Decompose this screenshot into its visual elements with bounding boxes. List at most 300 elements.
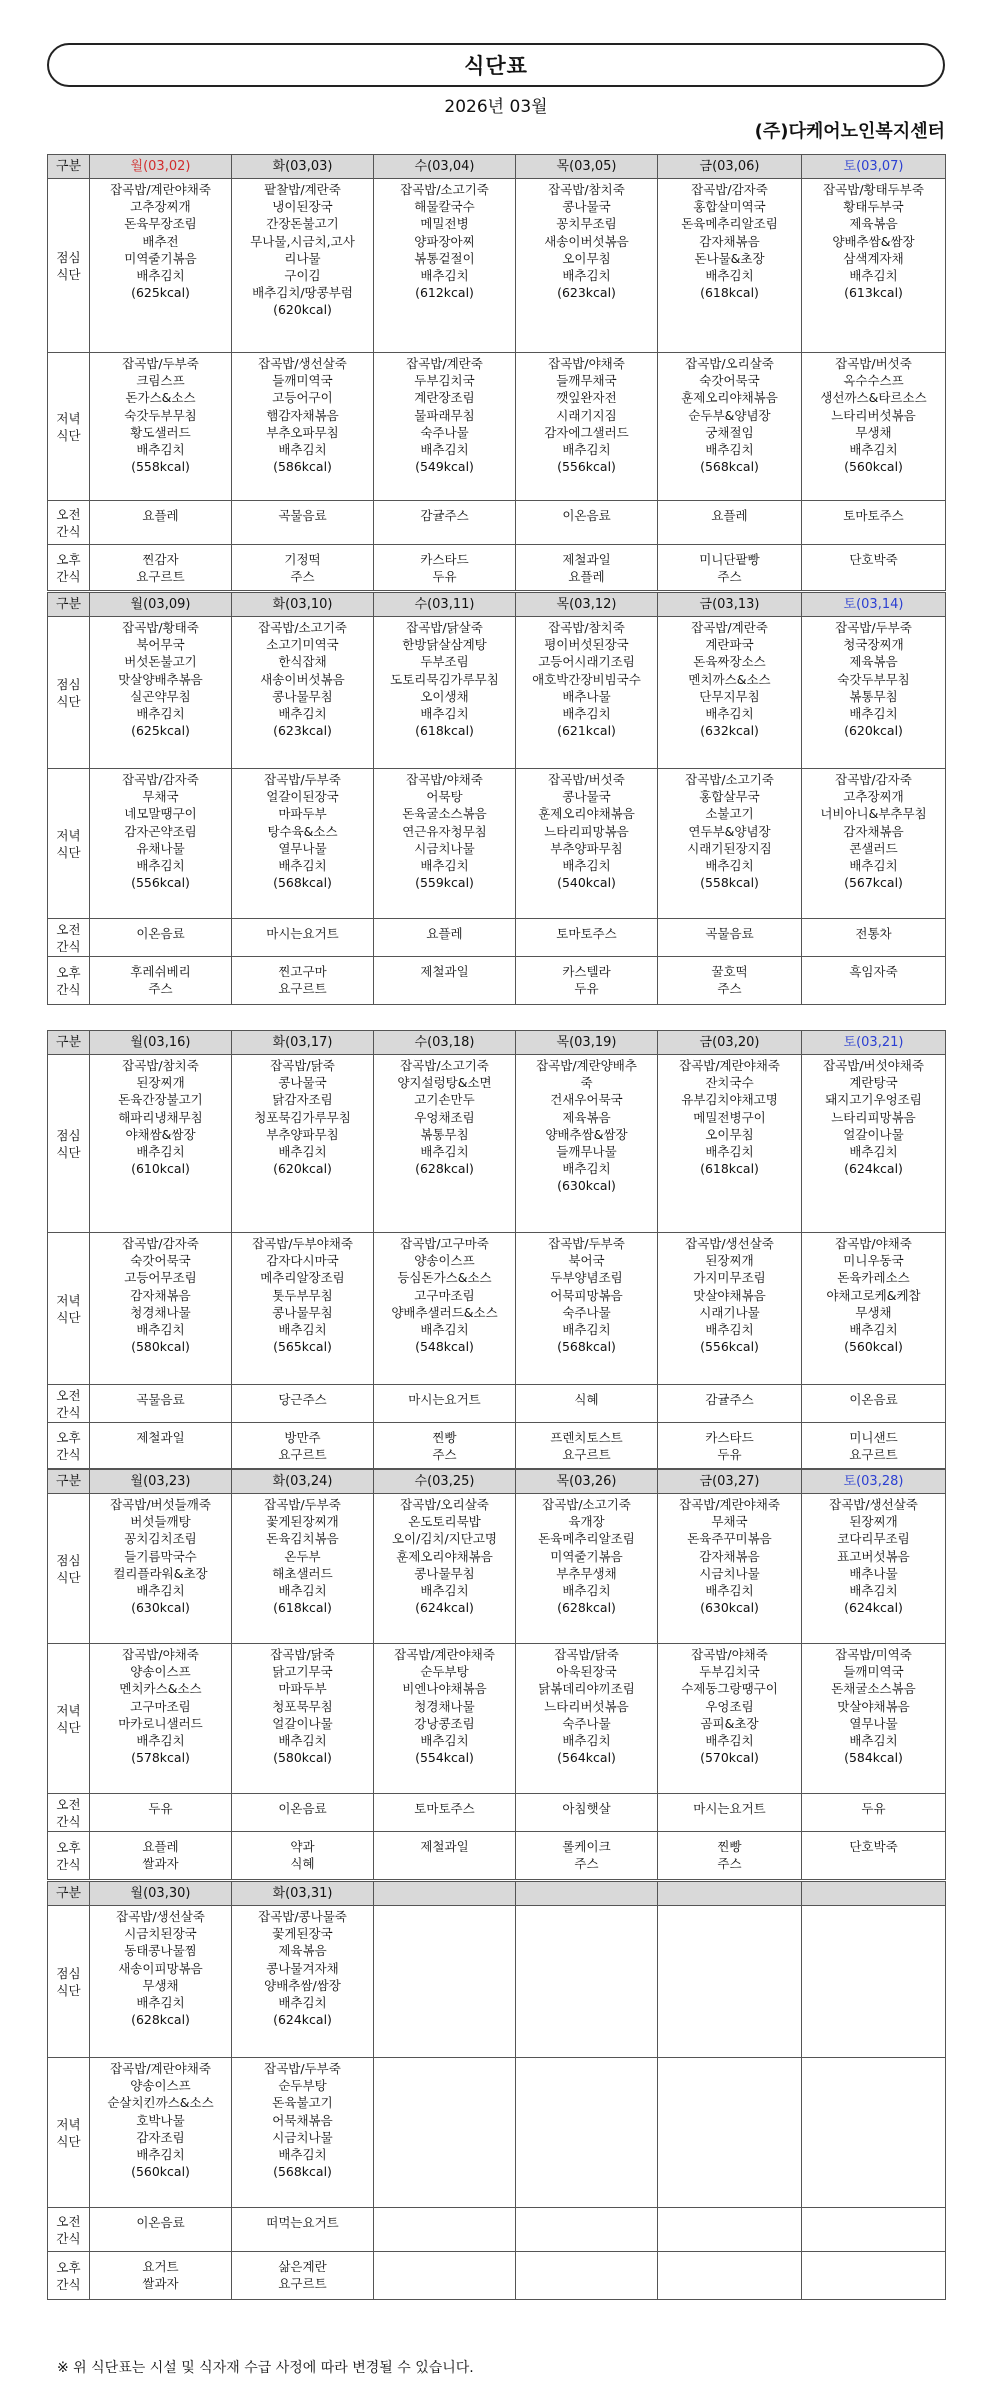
menu-item: (580kcal) <box>131 1339 190 1355</box>
menu-item: (568kcal) <box>273 2164 332 2180</box>
menu-item: 미역줄기볶음 <box>550 1548 623 1564</box>
menu-item: 감귤주스 <box>420 508 469 523</box>
menu-item: 카스텔라 <box>562 964 611 979</box>
menu-item: 너비아니&부추무침 <box>820 806 927 822</box>
menu-item: 연근유자청무침 <box>402 823 487 839</box>
pm-snack <box>232 2252 374 2300</box>
menu-item: 리나물 <box>284 250 321 266</box>
menu-item: 잡곡밥/감자죽 <box>691 182 768 197</box>
pm-snack <box>374 2252 516 2300</box>
menu-item: (620kcal) <box>273 302 332 318</box>
menu-item: 주스 <box>432 1447 457 1463</box>
am_snack-row <box>48 1794 946 1832</box>
menu-item: 제철과일 <box>136 1430 185 1445</box>
dinner-menu <box>516 2058 658 2208</box>
day-header: 목(03,05) <box>516 155 658 179</box>
lunch-menu <box>374 1055 516 1233</box>
am-snack <box>374 1794 516 1832</box>
day-header: 토(03,14) <box>802 593 946 617</box>
row-label: 오후 간식 <box>48 1832 90 1880</box>
day-header: 화(03,03) <box>232 155 374 179</box>
menu-item: 수제동그랑땡구이 <box>681 1681 778 1697</box>
header-row <box>48 593 946 617</box>
menu-item: 메밀전병구이 <box>693 1109 766 1125</box>
menu-item: 배추김치 <box>849 268 898 284</box>
menu-item: 멘치까스&소스 <box>688 671 771 687</box>
menu-item: 잡곡밥/콩나물죽 <box>258 1909 347 1924</box>
menu-item: 순두부탕 <box>420 1664 469 1680</box>
row-label: 구분 <box>48 155 90 179</box>
menu-item: (565kcal) <box>273 1339 332 1355</box>
menu-item: 콩나물무침 <box>272 1304 333 1320</box>
menu-item: 숙갓어묵국 <box>699 373 760 389</box>
menu-item: 콩나물국 <box>278 1075 327 1091</box>
menu-item: 잡곡밥/계란죽 <box>406 356 483 371</box>
row-label: 저녁 식단 <box>48 769 90 919</box>
menu-item: 배추김치 <box>420 1144 469 1160</box>
pm-snack <box>658 1832 802 1880</box>
menu-item: 배추김치 <box>849 1733 898 1749</box>
dinner-menu <box>232 2058 374 2208</box>
menu-item: 돈나물&초장 <box>694 250 765 266</box>
dinner-menu <box>90 1233 232 1385</box>
menu-item: 잡곡밥/두부죽 <box>835 620 912 635</box>
menu-item: 콩나물겨자채 <box>266 1960 339 1976</box>
menu-item: (548kcal) <box>415 1339 474 1355</box>
row-label: 저녁 식단 <box>48 1233 90 1385</box>
menu-item: 찐빵 <box>717 1839 742 1854</box>
menu-item: (578kcal) <box>131 1750 190 1766</box>
menu-item: 야채고로케&케찹 <box>826 1287 921 1303</box>
menu-item: (625kcal) <box>131 285 190 301</box>
menu-item: 볶통무침 <box>420 1126 469 1142</box>
menu-item: (621kcal) <box>557 723 616 739</box>
menu-item: 꽃게된장국 <box>272 1926 333 1942</box>
menu-item: 배추김치 <box>705 268 754 284</box>
header-row <box>48 1470 946 1494</box>
menu-item: 꿀호떡 <box>711 964 748 979</box>
lunch-menu <box>658 1906 802 2058</box>
menu-item: 된장찌개 <box>849 1514 898 1530</box>
header-row <box>48 1031 946 1055</box>
row-label: 구분 <box>48 593 90 617</box>
menu-item: 주스 <box>290 569 315 585</box>
menu-item: 무생채 <box>142 1977 179 1993</box>
dinner-menu <box>374 769 516 919</box>
menu-item: 곡물음료 <box>705 926 754 941</box>
menu-item: 배추김치 <box>849 858 898 874</box>
menu-item: 토마토주스 <box>843 508 904 523</box>
menu-item: 제육볶음 <box>562 1109 611 1125</box>
menu-item: 찐빵 <box>432 1430 457 1445</box>
menu-item: (567kcal) <box>844 875 903 891</box>
menu-item: 기정떡 <box>284 552 321 567</box>
menu-item: 잡곡밥/두부죽 <box>264 1497 341 1512</box>
menu-item: (554kcal) <box>415 1750 474 1766</box>
dinner-menu <box>516 1233 658 1385</box>
menu-item: 숙갓두부무침 <box>124 407 197 423</box>
menu-item: 돈채굴소스볶음 <box>831 1681 916 1697</box>
menu-item: 이온음료 <box>849 1392 898 1407</box>
day-header: 화(03,24) <box>232 1470 374 1494</box>
menu-item: 곡물음료 <box>278 508 327 523</box>
menu-item: 잡곡밥/계란야채죽 <box>110 182 211 197</box>
row-label: 구분 <box>48 1031 90 1055</box>
menu-item: 어묵피망볶음 <box>550 1287 623 1303</box>
menu-item: 배추김치 <box>136 2147 185 2163</box>
menu-item: 닭고기무국 <box>272 1664 333 1680</box>
menu-item: 잡곡밥/황태죽 <box>122 620 199 635</box>
menu-item: 무생채 <box>855 1304 892 1320</box>
menu-item: 잡곡밥/참치죽 <box>548 182 625 197</box>
menu-item: 닭감자조림 <box>272 1092 333 1108</box>
dinner-menu <box>802 2058 946 2208</box>
menu-item: 들깨미역국 <box>272 373 333 389</box>
pm_snack-row <box>48 1423 946 1469</box>
menu-item: 시래기나물 <box>699 1304 760 1320</box>
lunch-menu <box>374 617 516 769</box>
menu-item: 마시는요거트 <box>408 1392 481 1407</box>
menu-item: 느타리피망볶음 <box>831 1109 916 1125</box>
menu-item: 구이김 <box>284 268 321 284</box>
menu-item: 방만주 <box>284 1430 321 1445</box>
menu-item: 건새우어묵국 <box>550 1092 623 1108</box>
menu-item: 양파장아찌 <box>414 233 475 249</box>
day-header: 목(03,26) <box>516 1470 658 1494</box>
am-snack <box>90 919 232 957</box>
menu-item: 버섯돈불고기 <box>124 654 197 670</box>
menu-item: 배추김치 <box>705 858 754 874</box>
menu-item: 잡곡밥/두부죽 <box>548 1236 625 1251</box>
menu-item: 돈육메추리알조림 <box>538 1531 635 1547</box>
menu-item: 소고기미역국 <box>266 637 339 653</box>
menu-item: 메밀전병 <box>420 216 469 232</box>
menu-item: 잡곡밥/야채죽 <box>548 356 625 371</box>
menu-item: 요거트 <box>142 2259 179 2274</box>
menu-item: 네모말땡구이 <box>124 806 197 822</box>
menu-item: 배추김치 <box>705 706 754 722</box>
title-text: 식단표 <box>464 54 528 78</box>
dinner-menu <box>232 353 374 501</box>
pm-snack <box>802 545 946 591</box>
am-snack <box>374 501 516 545</box>
menu-item: 간장돈불고기 <box>266 216 339 232</box>
menu-item: 배추김치 <box>278 1583 327 1599</box>
menu-item: 콩나물국 <box>562 199 611 215</box>
menu-item: 비엔나야채볶음 <box>402 1681 487 1697</box>
menu-item: (558kcal) <box>131 459 190 475</box>
menu-item: 양지설렁탕&소면 <box>397 1075 492 1091</box>
am-snack <box>232 501 374 545</box>
menu-item: (632kcal) <box>700 723 759 739</box>
menu-item: 돈육김치볶음 <box>266 1531 339 1547</box>
menu-item: 제육볶음 <box>278 1943 327 1959</box>
menu-item: 요플레 <box>711 508 748 523</box>
menu-item: 잡곡밥/감자죽 <box>835 772 912 787</box>
menu-item: 볶통겉절이 <box>414 250 475 266</box>
menu-item: 잡곡밥/야채죽 <box>691 1647 768 1662</box>
menu-item: 잡곡밥/계란야채죽 <box>110 2061 211 2076</box>
am-snack <box>516 1794 658 1832</box>
pm_snack-row <box>48 957 946 1005</box>
menu-item: 배추김치 <box>705 442 754 458</box>
pm-snack <box>516 1423 658 1469</box>
menu-item: (570kcal) <box>700 1750 759 1766</box>
menu-item: 돼지고기우엉조림 <box>825 1092 922 1108</box>
menu-item: 미니우동국 <box>843 1253 904 1269</box>
menu-item: 카스타드 <box>705 1430 754 1445</box>
lunch-menu <box>374 179 516 353</box>
menu-item: 감자채볶음 <box>130 1287 191 1303</box>
lunch-row <box>48 179 946 353</box>
lunch-menu <box>374 1494 516 1644</box>
menu-item: 숙갓두부무침 <box>837 671 910 687</box>
row-label: 오후 간식 <box>48 1423 90 1469</box>
row-label: 점심 식단 <box>48 1055 90 1233</box>
menu-item: 순두부&양념장 <box>688 407 771 423</box>
day-header: 수(03,11) <box>374 593 516 617</box>
dinner-menu <box>802 1644 946 1794</box>
menu-item: 멘치카스&소스 <box>119 1681 202 1697</box>
menu-item: 잡곡밥/야채죽 <box>835 1236 912 1251</box>
dinner-menu <box>374 353 516 501</box>
am_snack-row <box>48 501 946 545</box>
am-snack <box>90 501 232 545</box>
menu-item: (630kcal) <box>700 1600 759 1616</box>
menu-item: 잡곡밥/두부야채죽 <box>252 1236 353 1251</box>
menu-item: (623kcal) <box>273 723 332 739</box>
menu-item: 고추장찌개 <box>843 789 904 805</box>
menu-item: 꽃게된장찌개 <box>266 1514 339 1530</box>
pm-snack <box>374 1423 516 1469</box>
menu-item: 잡곡밥/두부죽 <box>264 2061 341 2076</box>
menu-item: 크림스프 <box>136 373 185 389</box>
menu-item: 단호박죽 <box>849 552 898 567</box>
dinner-menu <box>374 1644 516 1794</box>
menu-item: 배추김치 <box>278 858 327 874</box>
header-row <box>48 155 946 179</box>
menu-item: (618kcal) <box>273 1600 332 1616</box>
menu-item: 미역줄기볶음 <box>124 250 197 266</box>
menu-item: 요구르트 <box>849 1447 898 1463</box>
menu-item: 배추김치 <box>278 1733 327 1749</box>
menu-item: 배추김치/땅콩부럼 <box>252 285 353 301</box>
day-header <box>374 1882 516 1906</box>
menu-item: 새송이피망볶음 <box>118 1960 203 1976</box>
row-label: 점심 식단 <box>48 1494 90 1644</box>
menu-item: (625kcal) <box>131 723 190 739</box>
menu-item: 버섯들깨탕 <box>130 1514 191 1530</box>
am-snack <box>802 501 946 545</box>
am-snack <box>658 1385 802 1423</box>
dinner-menu <box>90 353 232 501</box>
menu-item: 오이무침 <box>705 1126 754 1142</box>
menu-item: 돈육간장불고기 <box>118 1092 203 1108</box>
menu-item: 두유 <box>861 1801 886 1816</box>
menu-item: 배추김치 <box>705 1583 754 1599</box>
am-snack <box>516 2208 658 2252</box>
menu-item: (559kcal) <box>415 875 474 891</box>
menu-item: 두부양념조림 <box>550 1270 623 1286</box>
menu-item: 잡곡밥/버섯야채죽 <box>823 1058 924 1073</box>
lunch-menu <box>802 617 946 769</box>
menu-item: 배추김치 <box>136 1733 185 1749</box>
dinner-menu <box>658 769 802 919</box>
menu-item: (564kcal) <box>557 1750 616 1766</box>
menu-item: 마시는요거트 <box>693 1801 766 1816</box>
pm_snack-row <box>48 1832 946 1880</box>
pm-snack <box>90 1423 232 1469</box>
menu-item: 양배추샐러드&소스 <box>391 1304 498 1320</box>
menu-item: 제철과일 <box>562 552 611 567</box>
pm-snack <box>658 2252 802 2300</box>
menu-item: 카스타드 <box>420 552 469 567</box>
menu-item: 배추김치 <box>849 1583 898 1599</box>
menu-item: 양배추쌈&쌈장 <box>545 1126 628 1142</box>
menu-item: 우엉채조림 <box>414 1109 475 1125</box>
menu-item: 배추김치 <box>136 1322 185 1338</box>
menu-item: 잡곡밥/소고기죽 <box>400 182 489 197</box>
menu-item: 냉이된장국 <box>272 199 333 215</box>
menu-item: 된장찌개 <box>136 1075 185 1091</box>
week-table <box>47 1881 946 2300</box>
menu-item: 배추김치 <box>420 268 469 284</box>
menu-item: 토마토주스 <box>414 1801 475 1816</box>
menu-item: 새송이버섯볶음 <box>544 233 629 249</box>
menu-item: 곰피&초장 <box>700 1715 759 1731</box>
menu-item: 찐감자 <box>142 552 179 567</box>
menu-item: 찐고구마 <box>278 964 327 979</box>
menu-item: 아침햇살 <box>562 1801 611 1816</box>
menu-item: 배추김치 <box>849 1144 898 1160</box>
menu-item: 감귤주스 <box>705 1392 754 1407</box>
menu-item: 잡곡밥/계란야채죽 <box>679 1058 780 1073</box>
menu-item: 돈육메추리알조림 <box>681 216 778 232</box>
menu-item: (556kcal) <box>700 1339 759 1355</box>
menu-item: 표고버섯볶음 <box>837 1548 910 1564</box>
menu-item: 요구르트 <box>278 981 327 997</box>
menu-item: 잔치국수 <box>705 1075 754 1091</box>
menu-item: 돈육주꾸미볶음 <box>687 1531 772 1547</box>
dinner-menu <box>232 769 374 919</box>
dinner-menu <box>90 769 232 919</box>
pm-snack <box>232 957 374 1005</box>
footer-note: ※ 위 식단표는 시설 및 식자재 수급 사정에 따라 변경될 수 있습니다. <box>57 2360 474 2376</box>
menu-item: 배추김치 <box>849 442 898 458</box>
menu-item: 잡곡밥/야채죽 <box>406 772 483 787</box>
menu-item: 배추김치 <box>562 1322 611 1338</box>
dinner-menu <box>232 1233 374 1385</box>
menu-item: 잡곡밥/고구마죽 <box>400 1236 489 1251</box>
menu-item: 햄감자채볶음 <box>266 407 339 423</box>
am-snack <box>802 919 946 957</box>
menu-item: 마시는요거트 <box>266 926 339 941</box>
menu-item: 잡곡밥/소고기죽 <box>400 1058 489 1073</box>
menu-item: 단호박죽 <box>849 1839 898 1854</box>
menu-item: 잡곡밥/닭살죽 <box>406 620 483 635</box>
menu-item: 생선까스&타르소스 <box>820 390 927 406</box>
am_snack-row <box>48 1385 946 1423</box>
menu-item: 잡곡밥/생선살죽 <box>116 1909 205 1924</box>
menu-item: (624kcal) <box>844 1600 903 1616</box>
menu-item: 떠먹는요거트 <box>266 2215 339 2230</box>
menu-item: 해파리냉채무침 <box>118 1109 203 1125</box>
menu-item: 고구마조림 <box>414 1287 475 1303</box>
pm-snack <box>90 957 232 1005</box>
menu-item: 배추김치 <box>562 1733 611 1749</box>
menu-item: 해초샐러드 <box>272 1565 333 1581</box>
menu-item: 요플레 <box>426 926 463 941</box>
menu-item: 롤케이크 <box>562 1839 611 1854</box>
menu-item: 부추무생채 <box>556 1565 617 1581</box>
menu-item: (618kcal) <box>700 285 759 301</box>
menu-item: 부추양파무침 <box>550 840 623 856</box>
menu-item: 들기름막국수 <box>124 1548 197 1564</box>
menu-item: 잡곡밥/미역죽 <box>835 1647 912 1662</box>
menu-item: 된장찌개 <box>705 1253 754 1269</box>
lunch-menu <box>802 1494 946 1644</box>
menu-item: 컬리플라워&초장 <box>113 1565 208 1581</box>
menu-item: 요플레 <box>142 1839 179 1854</box>
am-snack <box>516 919 658 957</box>
am-snack <box>658 2208 802 2252</box>
menu-item: 깻잎완자전 <box>556 390 617 406</box>
menu-item: 연두부&양념장 <box>688 823 771 839</box>
menu-item: 잡곡밥/황태두부죽 <box>823 182 924 197</box>
menu-item: 잡곡밥/생선살죽 <box>829 1497 918 1512</box>
am_snack-row <box>48 919 946 957</box>
menu-item: 콩나물무침 <box>272 688 333 704</box>
lunch-row <box>48 1906 946 2058</box>
dinner-menu <box>658 2058 802 2208</box>
menu-item: 배추김치 <box>278 442 327 458</box>
menu-item: 두부조림 <box>420 654 469 670</box>
month-label: 2026년 03월 <box>444 97 548 117</box>
menu-item: 맛살야채볶음 <box>837 1698 910 1714</box>
menu-item: 부추양파무침 <box>266 1126 339 1142</box>
menu-item: 고등어구이 <box>272 390 333 406</box>
menu-item: 배추김치 <box>420 1583 469 1599</box>
dinner-menu <box>658 1233 802 1385</box>
lunch-menu <box>90 1906 232 2058</box>
dinner-menu <box>516 769 658 919</box>
menu-item: 계란탕국 <box>849 1075 898 1091</box>
menu-item: 미니단팥빵 <box>699 552 760 567</box>
menu-item: 고등어시래기조림 <box>538 654 635 670</box>
am-snack <box>374 919 516 957</box>
menu-item: 볶통무침 <box>849 688 898 704</box>
menu-item: 두유 <box>717 1447 742 1463</box>
menu-item: 탕수육&소스 <box>267 823 338 839</box>
organization-name: (주)다케어노인복지센터 <box>754 121 945 142</box>
menu-item: 얼갈이나물 <box>272 1715 333 1731</box>
menu-item: 배추김치 <box>136 1583 185 1599</box>
menu-item: 부추오파무침 <box>266 424 339 440</box>
menu-item: 메추리알장조림 <box>260 1270 345 1286</box>
menu-item: 두부김치국 <box>414 373 475 389</box>
menu-item: 무생채 <box>855 424 892 440</box>
menu-item: 배추김치 <box>278 1144 327 1160</box>
menu-item: (580kcal) <box>273 1750 332 1766</box>
menu-item: 돈육짜장소스 <box>693 654 766 670</box>
menu-item: (556kcal) <box>131 875 190 891</box>
menu-item: 배추김치 <box>420 1322 469 1338</box>
menu-item: (540kcal) <box>557 875 616 891</box>
row-label: 저녁 식단 <box>48 2058 90 2208</box>
dinner-row <box>48 2058 946 2208</box>
menu-item: 잡곡밥/두부죽 <box>264 772 341 787</box>
row-label: 점심 식단 <box>48 1906 90 2058</box>
